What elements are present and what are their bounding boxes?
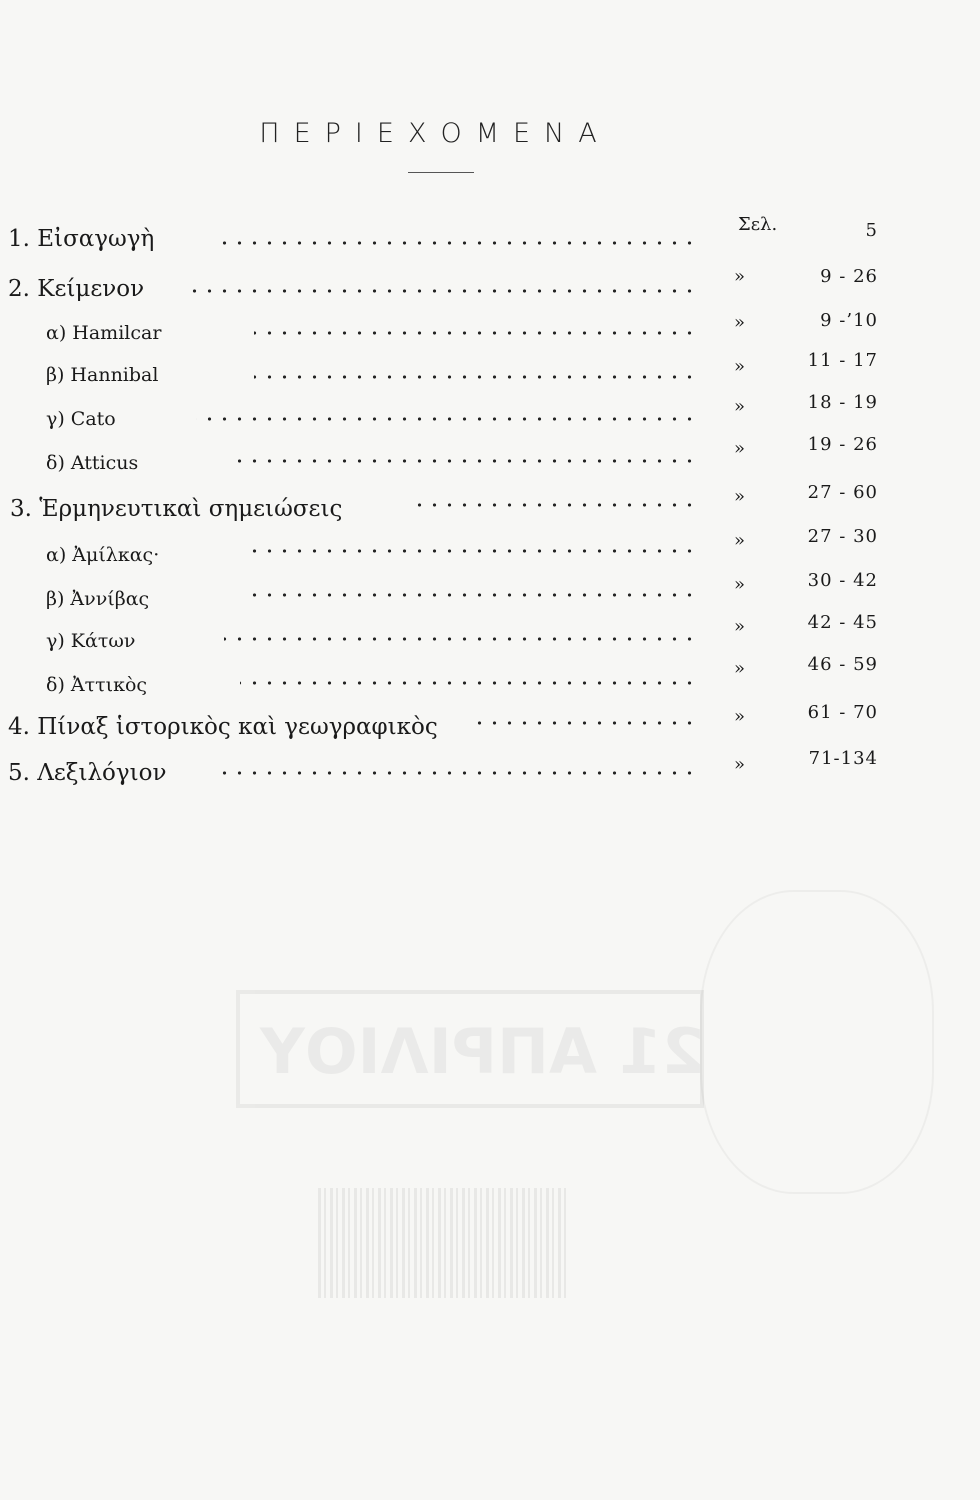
leader-dots bbox=[214, 240, 697, 246]
toc-entry-label: 5. Λεξιλόγιον bbox=[8, 760, 167, 786]
toc-entry-pages: 9 -’10 bbox=[820, 310, 878, 331]
leader-dots bbox=[224, 636, 697, 642]
leader-dots bbox=[246, 548, 697, 554]
show-through-text: 21 ΑΠΡΙΛΙΟΥ bbox=[260, 1015, 705, 1088]
toc-entry-pages: 11 - 17 bbox=[807, 350, 878, 371]
toc-entry-label: δ) Atticus bbox=[46, 452, 139, 474]
leader-dots bbox=[186, 288, 697, 294]
leader-dots bbox=[238, 458, 697, 464]
toc-entry-label: δ) Ἀττικὸς bbox=[46, 674, 148, 696]
leader-dots bbox=[416, 502, 697, 508]
ditto-mark: » bbox=[734, 616, 746, 637]
leader-dots bbox=[254, 330, 697, 336]
toc-entry-index bbox=[0, 702, 980, 748]
toc-entry-text bbox=[0, 266, 980, 310]
toc-entry-label: 2. Κείμενον bbox=[8, 276, 145, 302]
toc-entry-label: β) Hannibal bbox=[46, 364, 159, 386]
toc-entry-pages: 27 - 30 bbox=[807, 526, 878, 547]
ditto-mark: » bbox=[734, 396, 746, 417]
show-through-box bbox=[236, 990, 704, 1108]
page-title: ΠΕΡΙΕΧΟΜΕΝΑ bbox=[259, 118, 611, 149]
toc-entry-label: γ) Cato bbox=[46, 408, 116, 430]
toc-entry-label: 1. Εἰσαγωγὴ bbox=[8, 226, 155, 252]
toc-entry-pages: 18 - 19 bbox=[807, 392, 878, 413]
title-divider bbox=[408, 172, 474, 173]
toc-entry-pages: 61 - 70 bbox=[807, 702, 878, 723]
toc-entry-pages: 46 - 59 bbox=[807, 654, 878, 675]
leader-dots bbox=[196, 416, 697, 422]
toc-entry-pages: 30 - 42 bbox=[807, 570, 878, 591]
toc-entry-label: 4. Πίναξ ἱστορικὸς καὶ γεωγραφικὸς bbox=[8, 714, 438, 740]
toc-entry-label: β) Ἀννίβας bbox=[46, 588, 150, 610]
toc-entry-pages: 9 - 26 bbox=[820, 266, 878, 287]
toc-entry-pages: 27 - 60 bbox=[807, 482, 878, 503]
page-column-header: Σελ. bbox=[738, 214, 778, 235]
toc-entry-notes bbox=[0, 482, 980, 530]
toc-entry-pages: 42 - 45 bbox=[807, 612, 878, 633]
toc-entry-pages: 19 - 26 bbox=[807, 434, 878, 455]
toc-entry-pages: 5 bbox=[865, 220, 878, 241]
leader-dots bbox=[218, 770, 697, 776]
toc-entry-label: α) Hamilcar bbox=[46, 322, 162, 344]
toc-entry-atticus bbox=[0, 434, 980, 486]
toc-entry-glossary bbox=[0, 748, 980, 794]
show-through-barcode bbox=[318, 1188, 568, 1298]
ditto-mark: » bbox=[734, 754, 746, 775]
toc-entry-label: 3. Ἑρμηνευτικαὶ σημειώσεις bbox=[10, 496, 343, 522]
ditto-mark: » bbox=[734, 312, 746, 333]
leader-dots bbox=[254, 374, 697, 380]
ditto-mark: » bbox=[734, 486, 746, 507]
ditto-mark: » bbox=[734, 574, 746, 595]
ditto-mark: » bbox=[734, 658, 746, 679]
ditto-mark: » bbox=[734, 530, 746, 551]
ditto-mark: » bbox=[734, 706, 746, 727]
ditto-mark: » bbox=[734, 356, 746, 377]
leader-dots bbox=[244, 592, 697, 598]
show-through-stamp bbox=[700, 890, 934, 1194]
ditto-mark: » bbox=[734, 438, 746, 459]
leader-dots bbox=[240, 680, 697, 686]
toc-entry-label: α) Ἀμίλκας· bbox=[46, 544, 160, 566]
ditto-mark: » bbox=[734, 266, 746, 287]
leader-dots bbox=[476, 720, 697, 726]
toc-entry-pages: 71-134 bbox=[808, 748, 878, 769]
toc-entry-label: γ) Κάτων bbox=[46, 630, 136, 652]
